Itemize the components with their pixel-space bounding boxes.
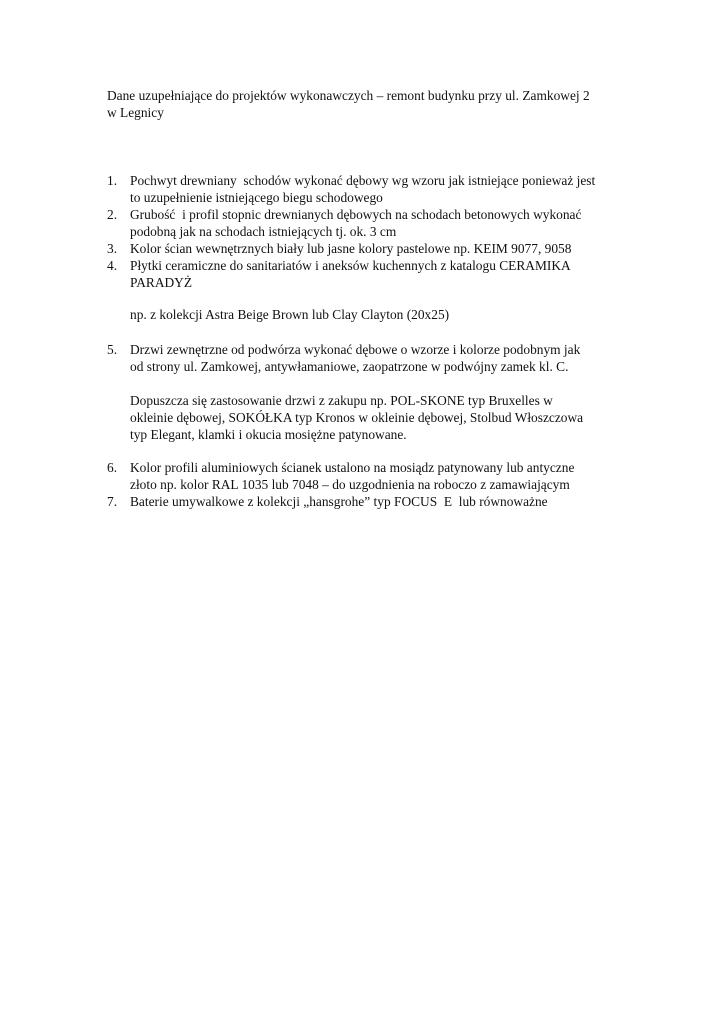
document-title-line-1: Dane uzupełniające do projektów wykonawczych – remont budynku przy ul. Zamkowej 2 <box>107 88 590 103</box>
list-item-number: 4. <box>107 258 118 273</box>
list-item-text: Baterie umywalkowe z kolekcji „hansgrohe” typ FOCUS E lub równoważne <box>130 494 548 509</box>
list-item-text: od strony ul. Zamkowej, antywłamaniowe, zaopatrzone w podwójny zamek kl. C. <box>130 359 569 374</box>
list-item-number: 3. <box>107 241 118 256</box>
list-item-text: Kolor profili aluminiowych ścianek ustalono na mosiądz patynowany lub antyczne <box>130 460 575 475</box>
list-item-number: 1. <box>107 173 118 188</box>
list-item-text: Grubość i profil stopnic drewnianych dębowych na schodach betonowych wykonać <box>130 207 582 222</box>
list-item-number: 7. <box>107 494 118 509</box>
list-item-subparagraph: np. z kolekcji Astra Beige Brown lub Clay Clayton (20x25) <box>130 307 450 322</box>
list-item-number: 2. <box>107 207 118 222</box>
list-item-text: PARADYŻ <box>130 275 193 290</box>
list-item-subparagraph: Dopuszcza się zastosowanie drzwi z zakupu np. POL-SKONE typ Bruxelles w <box>130 393 553 408</box>
list-item-text: to uzupełnienie istniejącego biegu schodowego <box>130 190 383 205</box>
list-item-text: Płytki ceramiczne do sanitariatów i aneksów kuchennych z katalogu CERAMIKA <box>130 258 571 273</box>
list-item-text: podobną jak na schodach istniejących tj. ok. 3 cm <box>130 224 397 239</box>
list-item-text: Kolor ścian wewnętrznych biały lub jasne kolory pastelowe np. KEIM 9077, 9058 <box>130 241 572 256</box>
document-title-line-2: w Legnicy <box>107 105 164 120</box>
list-item-subparagraph: typ Elegant, klamki i okucia mosiężne patynowane. <box>130 427 407 442</box>
list-item-number: 5. <box>107 342 118 357</box>
list-item-text: Pochwyt drewniany schodów wykonać dębowy wg wzoru jak istniejące ponieważ jest <box>130 173 596 188</box>
list-item-text: Drzwi zewnętrzne od podwórza wykonać dębowe o wzorze i kolorze podobnym jak <box>130 342 581 357</box>
list-item-subparagraph: okleinie dębowej, SOKÓŁKA typ Kronos w okleinie dębowej, Stolbud Włoszczowa <box>130 410 584 425</box>
list-item-text: złoto np. kolor RAL 1035 lub 7048 – do uzgodnienia na roboczo z zamawiającym <box>130 477 570 492</box>
list-item-number: 6. <box>107 460 118 475</box>
